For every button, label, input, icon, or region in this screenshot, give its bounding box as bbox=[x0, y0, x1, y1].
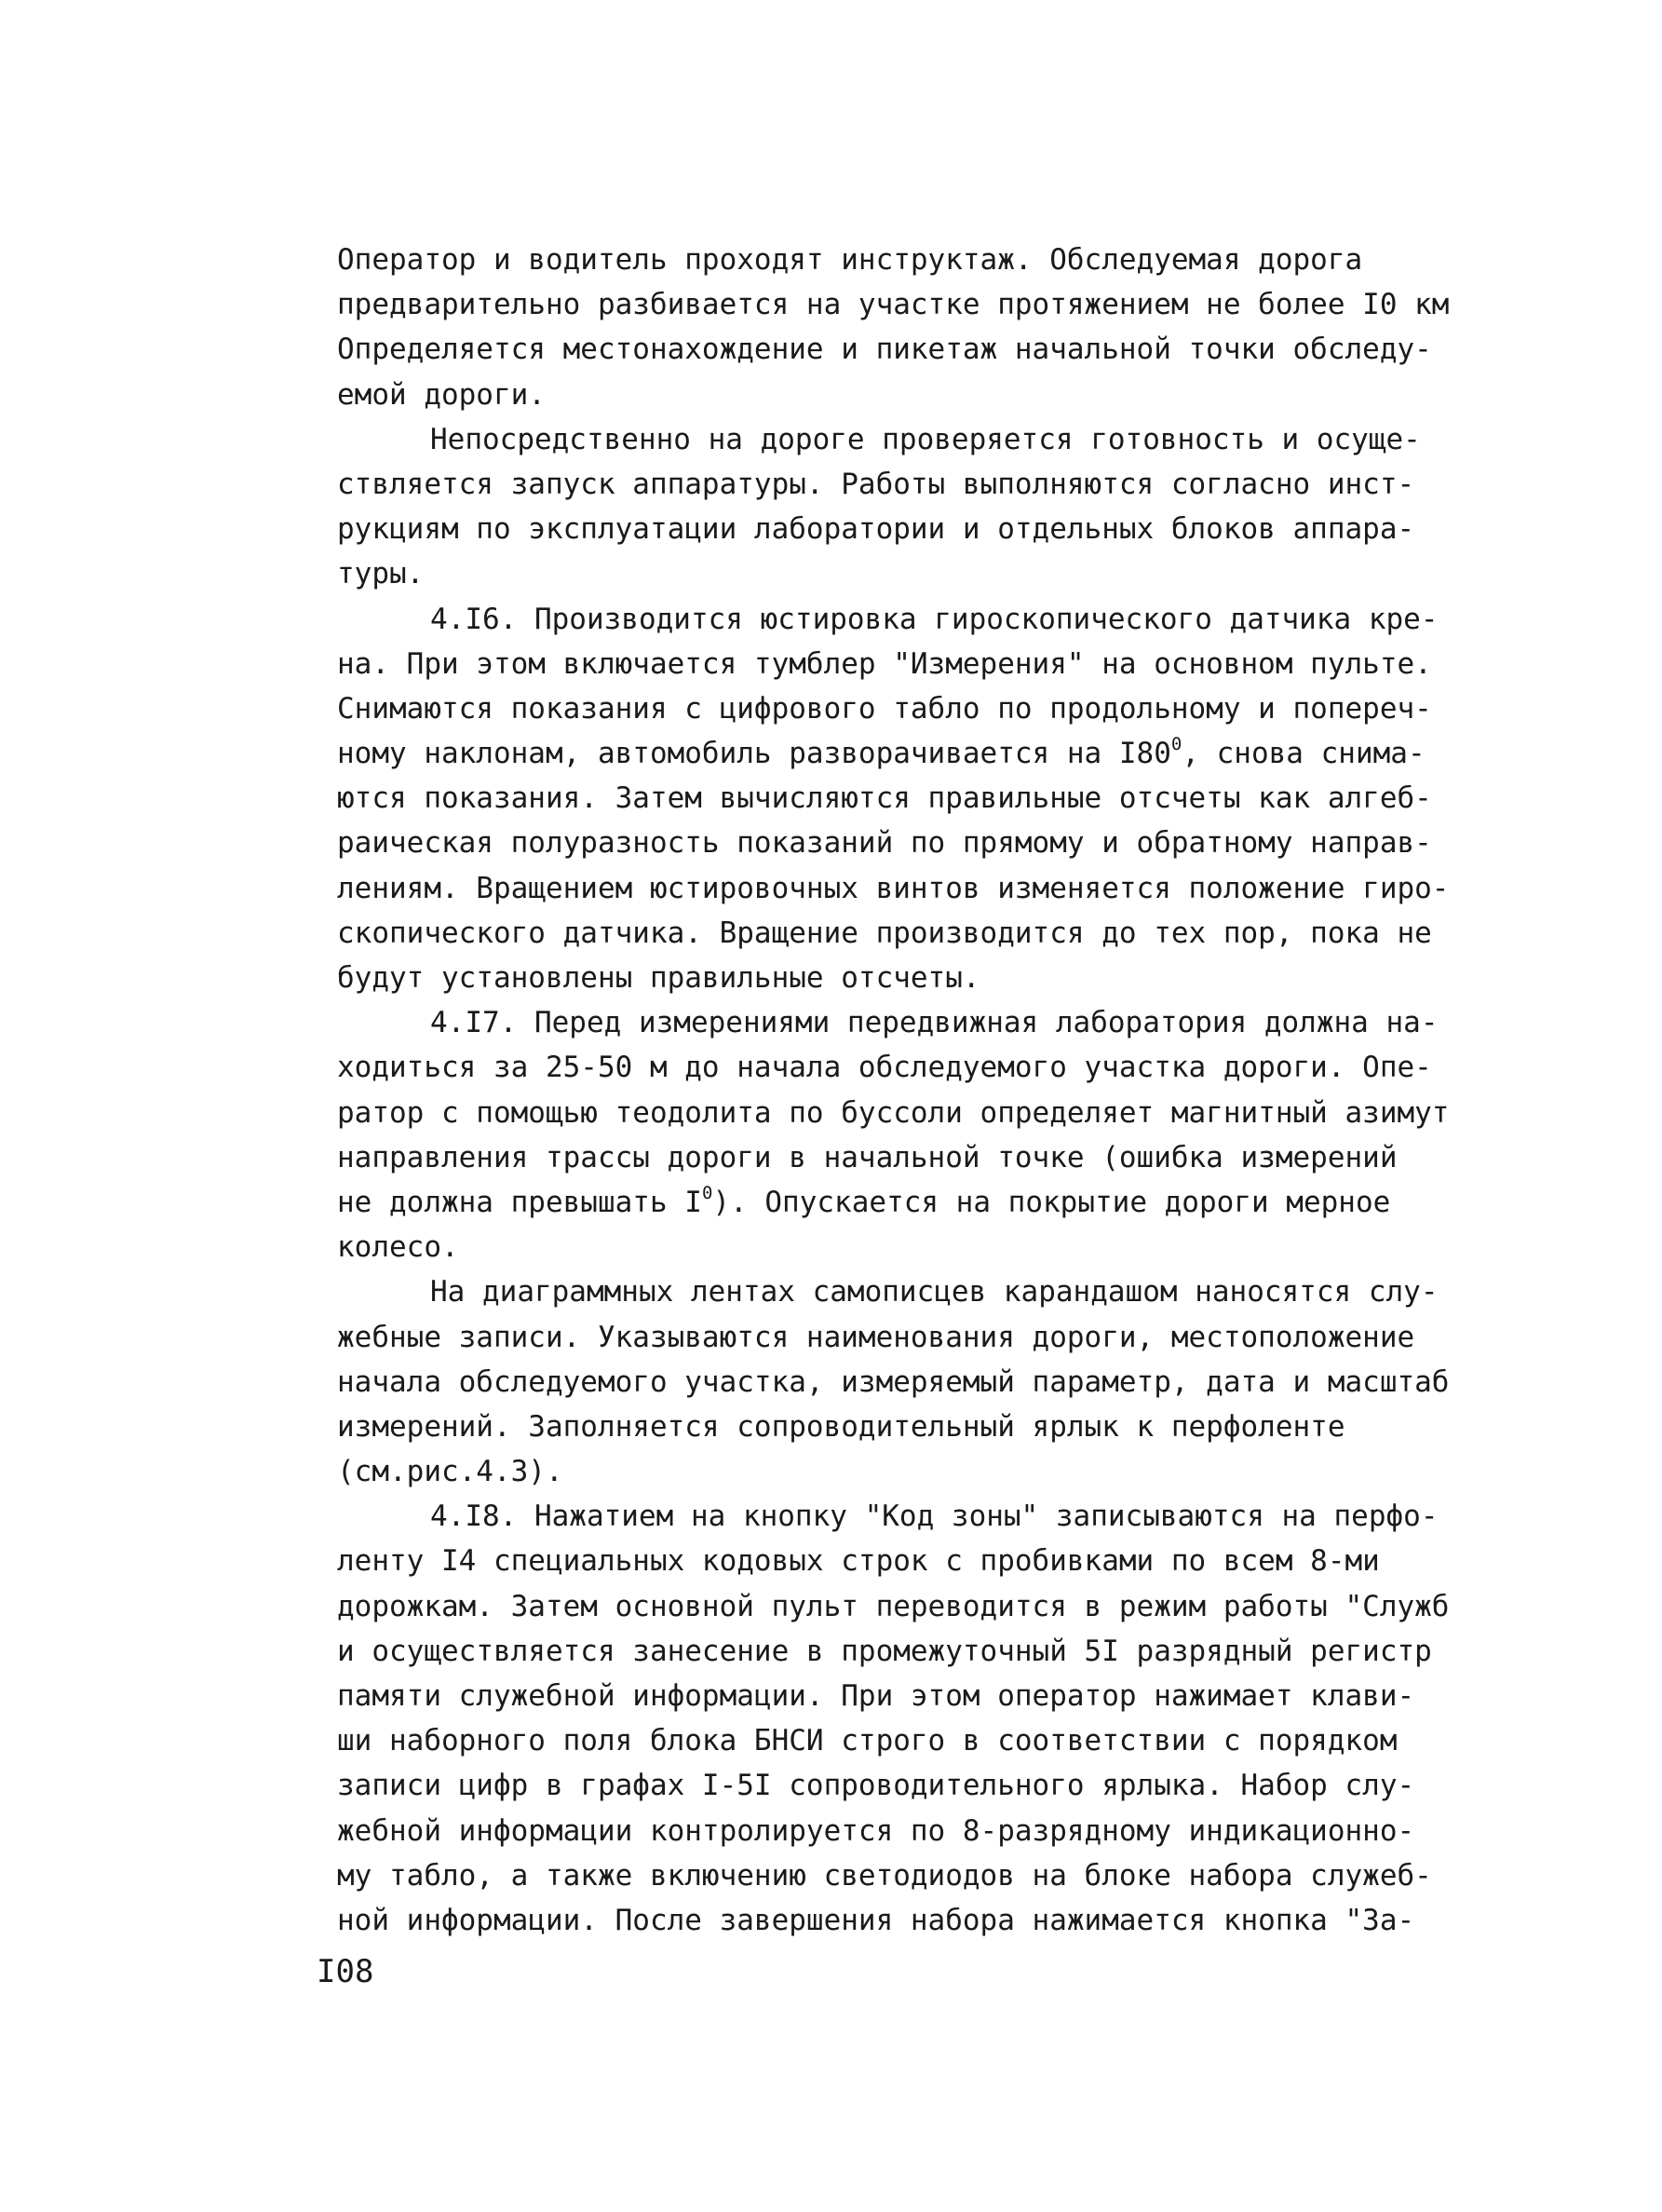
paragraph-1 bbox=[337, 237, 1510, 417]
text-line: (см.рис.4.3). bbox=[337, 1455, 563, 1489]
text-line: 4.I8. Нажатием на кнопку "Код зоны" записываются на перфо- bbox=[430, 1500, 1439, 1534]
text-line: колесо. bbox=[337, 1230, 459, 1265]
body-text bbox=[337, 237, 1510, 1943]
text-line: туры. bbox=[337, 557, 425, 591]
text-line: будут установлены правильные отсчеты. bbox=[337, 961, 980, 995]
text-line: Определяется местонахождение и пикетаж начальной точки обследу- bbox=[337, 332, 1432, 367]
page-number: I08 bbox=[317, 1953, 374, 1990]
text-line: скопического датчика. Вращение производится до тех пор, пока не bbox=[337, 916, 1432, 950]
degree-superscript: 0 bbox=[1170, 734, 1182, 755]
text-line bbox=[337, 1180, 1510, 1225]
text-line: ются показания. Затем вычисляются правильные отсчеты как алгеб- bbox=[337, 781, 1432, 816]
text-line: му табло, а также включению светодиодов на блоке набора служеб- bbox=[337, 1858, 1432, 1893]
text-line: ши наборного поля блока БНСИ строго в соответствии с порядком bbox=[337, 1724, 1398, 1758]
text-line: жебной информации контролируется по 8-разрядному индикационно- bbox=[337, 1813, 1415, 1848]
text-fragment: ). Опускается на покрытие дороги мерное bbox=[712, 1185, 1391, 1219]
text-line: предварительно разбивается на участке протяжением не более I0 км bbox=[337, 288, 1450, 322]
text-line: измерений. Заполняется сопроводительный ярлык к перфоленте bbox=[337, 1409, 1345, 1444]
text-line: Непосредственно на дороге проверяется готовность и осуще- bbox=[430, 422, 1421, 456]
text-line: начала обследуемого участка, измеряемый параметр, дата и масштаб bbox=[337, 1364, 1450, 1399]
text-line: 4.I7. Перед измерениями передвижная лаборатория должна на- bbox=[430, 1006, 1439, 1040]
text-line: 4.I6. Производится юстировка гироскопического датчика кре- bbox=[430, 602, 1439, 636]
text-line: дорожкам. Затем основной пульт переводится в режим работы "Служб bbox=[337, 1589, 1450, 1623]
text-fragment: не должна превышать I bbox=[337, 1185, 702, 1219]
text-line: ленту I4 специальных кодовых строк с пробивками по всем 8-ми bbox=[337, 1544, 1380, 1579]
text-line: направления трассы дороги в начальной точке (ошибка измерений bbox=[337, 1140, 1398, 1174]
degree-superscript: 0 bbox=[701, 1182, 713, 1203]
paragraph-4-17 bbox=[337, 1000, 1510, 1269]
text-line: лениям. Вращением юстировочных винтов изменяется положение гиро- bbox=[337, 871, 1450, 905]
text-line bbox=[337, 731, 1510, 776]
text-line: записи цифр в графах I-5I сопроводительного ярлыка. Набор слу- bbox=[337, 1769, 1415, 1803]
text-line: На диаграммных лентах самописцев карандашом наносятся слу- bbox=[430, 1275, 1439, 1310]
text-line: жебные записи. Указываются наименования дороги, местоположение bbox=[337, 1320, 1415, 1354]
text-line: рукциям по эксплуатации лаборатории и отдельных блоков аппара- bbox=[337, 512, 1415, 547]
text-line: на. При этом включается тумблер "Измерения" на основном пульте. bbox=[337, 646, 1432, 681]
text-fragment: , снова снима- bbox=[1182, 737, 1426, 771]
text-line: ратор с помощью теодолита по буссоли определяет магнитный азимут bbox=[337, 1095, 1450, 1130]
text-fragment: ному наклонам, автомобиль разворачивается на I80 bbox=[337, 737, 1171, 771]
text-line: ходиться за 25-50 м до начала обследуемого участка дороги. Опе- bbox=[337, 1051, 1432, 1085]
text-line: ной информации. После завершения набора нажимается кнопка "За- bbox=[337, 1903, 1415, 1937]
text-line: памяти служебной информации. При этом оператор нажимает клави- bbox=[337, 1679, 1415, 1713]
text-line: емой дороги. bbox=[337, 377, 546, 412]
text-line: ствляется запуск аппаратуры. Работы выполняются согласно инст- bbox=[337, 467, 1415, 501]
text-line: раическая полуразность показаний по прямому и обратному направ- bbox=[337, 826, 1432, 861]
text-line: Снимаются показания с цифрового табло по продольному и попереч- bbox=[337, 691, 1432, 726]
paragraph-4-16 bbox=[337, 597, 1510, 1001]
text-line: Оператор и водитель проходят инструктаж. Обследуемая дорога bbox=[337, 243, 1363, 277]
paragraph-2 bbox=[337, 417, 1510, 597]
paragraph-diagram-tapes bbox=[337, 1269, 1510, 1494]
paragraph-4-18 bbox=[337, 1494, 1510, 1943]
text-line: и осуществляется занесение в промежуточный 5I разрядный регистр bbox=[337, 1634, 1432, 1668]
